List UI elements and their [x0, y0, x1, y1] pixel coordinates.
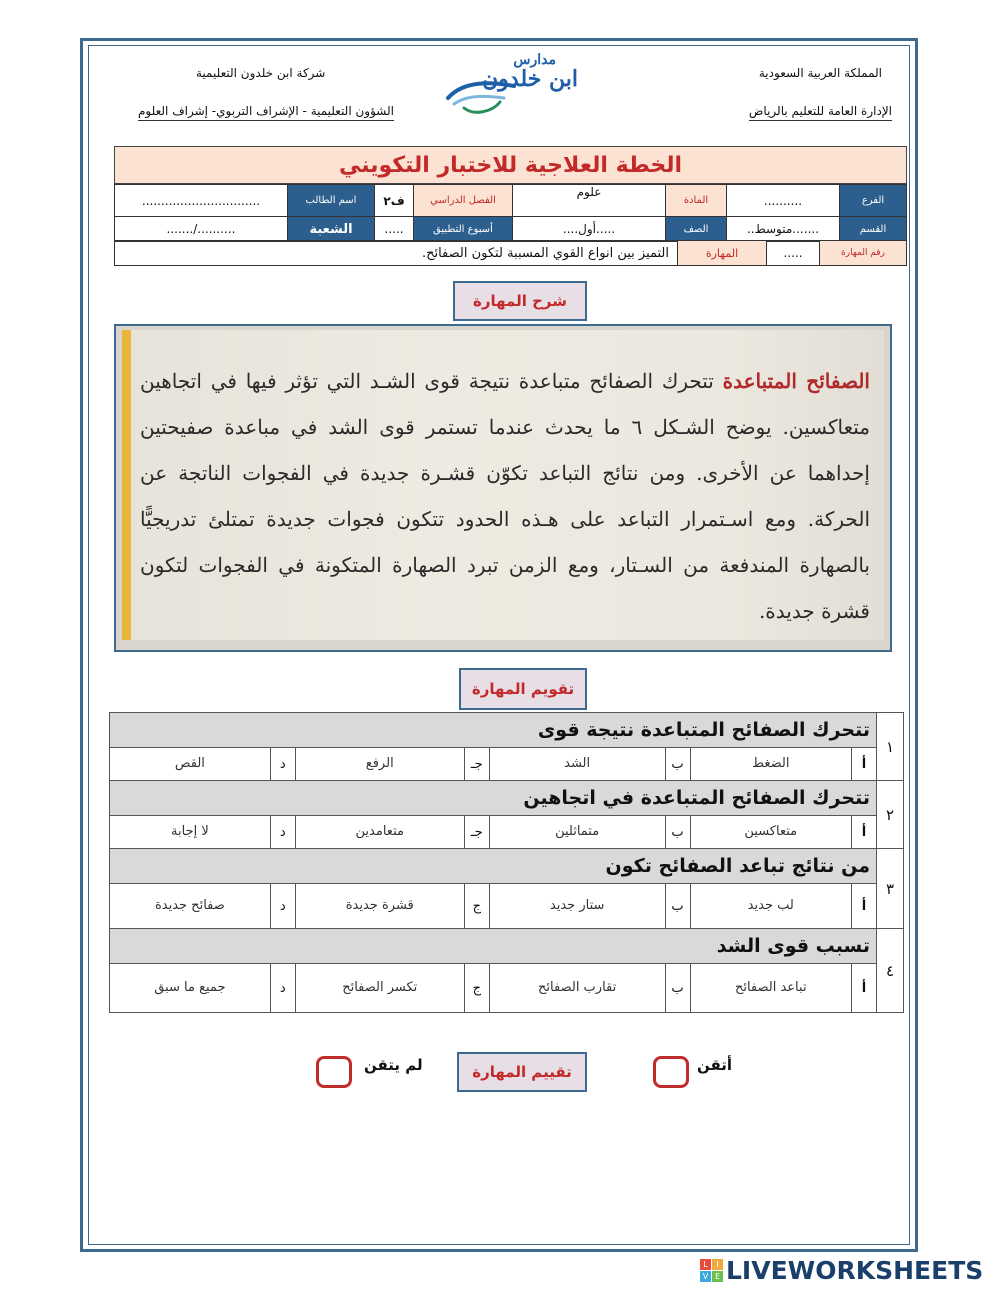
option-letter: د — [270, 748, 295, 781]
class-field[interactable]: ........../....... — [115, 217, 288, 242]
passage-heading: الصفائح المتباعدة — [722, 369, 870, 393]
liveworksheets-badge-icon — [700, 1259, 723, 1282]
grade-label: الصف — [666, 217, 727, 242]
not-mastered-checkbox[interactable] — [316, 1056, 352, 1088]
term-label: الفصل الدراسي — [414, 185, 513, 217]
subject-field[interactable]: علوم — [513, 185, 666, 217]
options-row-2 — [110, 816, 904, 849]
option-letter: ب — [665, 816, 690, 849]
option-choice[interactable]: القص — [110, 748, 271, 781]
option-letter: ب — [665, 964, 690, 1013]
question-number: ٢ — [877, 781, 904, 849]
option-choice[interactable]: لب جديد — [690, 884, 851, 929]
option-choice[interactable]: الضغط — [690, 748, 851, 781]
not-mastered-label: لم يتقن — [364, 1056, 423, 1074]
option-choice[interactable]: لا إجابة — [110, 816, 271, 849]
badge-letter: E — [712, 1271, 723, 1282]
option-choice[interactable]: صفائح جديدة — [110, 884, 271, 929]
option-letter: أ — [852, 748, 877, 781]
school-logo — [444, 52, 584, 118]
option-letter: د — [270, 816, 295, 849]
liveworksheets-brand: LIVEWORKSHEETS — [726, 1256, 984, 1285]
question-row-2 — [110, 781, 904, 816]
section-field[interactable]: .......متوسط.. — [727, 217, 840, 242]
option-letter: د — [270, 884, 295, 929]
evaluate-skill-button[interactable]: تقييم المهارة — [457, 1052, 587, 1092]
header-directorate: الإدارة العامة للتعليم بالرياض — [749, 104, 892, 121]
options-row-1 — [110, 748, 904, 781]
question-number: ١ — [877, 713, 904, 781]
liveworksheets-logo — [700, 1256, 983, 1285]
option-letter: ج — [464, 964, 489, 1013]
option-choice[interactable]: قشرة جديدة — [295, 884, 464, 929]
assess-skill-button[interactable]: تقويم المهارة — [459, 668, 587, 710]
option-letter: جـ — [464, 748, 489, 781]
question-text: تسبب قوى الشد — [110, 929, 877, 964]
question-text: من نتائج تباعد الصفائح تكون — [110, 849, 877, 884]
badge-letter: I — [712, 1259, 723, 1270]
option-letter: د — [270, 964, 295, 1013]
option-choice[interactable]: تقارب الصفائح — [489, 964, 665, 1013]
passage-text — [140, 358, 870, 634]
term-field[interactable]: ف٢ — [375, 185, 414, 217]
skill-table — [114, 240, 907, 266]
question-row-1 — [110, 713, 904, 748]
logo-swoosh-icon — [444, 72, 524, 116]
quiz-table — [109, 712, 904, 1013]
options-row-4 — [110, 964, 904, 1013]
question-number: ٤ — [877, 929, 904, 1013]
grade-field[interactable]: .....أول.... — [513, 217, 666, 242]
skill-number-field[interactable]: ..... — [767, 241, 820, 266]
section-label: القسم — [840, 217, 907, 242]
yellow-strip — [122, 330, 131, 640]
class-label: الشعبة — [288, 217, 375, 242]
badge-letter: V — [700, 1271, 711, 1282]
header-company: شركة ابن خلدون التعليمية — [196, 66, 326, 80]
student-name-field[interactable]: ............................... — [115, 185, 288, 217]
skill-label: المهارة — [678, 241, 767, 266]
option-letter: أ — [852, 964, 877, 1013]
passage-body: تتحرك الصفائح متباعدة نتيجة قوى الشـد التي تؤثر فيها في اتجاهين متعاكسين. يوضح الشـكل ٦ ما يحدث عندما تستمر قوى الشد في مباعدة صفيحتين إحداهما عن الأخرى. ومن نتائج التباعد تكوّن قشـرة جديدة في الفجوات الناتجة عن الحركة. ومع اسـتمرار التباعد على هـذه الحدود تتكون فجوات جديدة تمتلئ تدريجيًّا بالصهارة المندفعة من السـتار، ومع الزمن تبرد الصهارة المتكونة في الفجوات لتكون قشرة جديدة. — [140, 369, 870, 623]
logo-text-bottom: ابن خلدون — [482, 66, 578, 92]
question-text: تتحرك الصفائح المتباعدة نتيجة قوى — [110, 713, 877, 748]
header-department: الشؤون التعليمية - الإشراف التربوي- إشراف العلوم — [138, 104, 394, 121]
branch-label: الفرع — [840, 185, 907, 217]
option-choice[interactable]: الشد — [489, 748, 665, 781]
info-table — [114, 184, 907, 242]
options-row-3 — [110, 884, 904, 929]
option-choice[interactable]: الرفع — [295, 748, 464, 781]
option-letter: ب — [665, 748, 690, 781]
option-letter: ب — [665, 884, 690, 929]
subject-label: المادة — [666, 185, 727, 217]
header-country: المملكة العربية السعودية — [758, 66, 882, 80]
question-row-3 — [110, 849, 904, 884]
option-choice[interactable]: متعامدين — [295, 816, 464, 849]
option-choice[interactable]: تكسر الصفائح — [295, 964, 464, 1013]
question-row-4 — [110, 929, 904, 964]
badge-letter: L — [700, 1259, 711, 1270]
option-choice[interactable]: جميع ما سبق — [110, 964, 271, 1013]
explain-skill-button[interactable]: شرح المهارة — [453, 281, 587, 321]
option-choice[interactable]: متعاكسين — [690, 816, 851, 849]
option-letter: أ — [852, 884, 877, 929]
option-letter: أ — [852, 816, 877, 849]
question-number: ٣ — [877, 849, 904, 929]
passage-photo — [122, 330, 884, 640]
student-name-label: اسم الطالب — [288, 185, 375, 217]
option-choice[interactable]: متماثلين — [489, 816, 665, 849]
passage-image-box — [114, 324, 892, 652]
option-letter: ج — [464, 884, 489, 929]
question-text: تتحرك الصفائح المتباعدة في اتجاهين — [110, 781, 877, 816]
branch-field[interactable]: .......... — [727, 185, 840, 217]
mastered-label: أتقن — [697, 1056, 733, 1074]
week-field[interactable]: ..... — [375, 217, 414, 242]
page-title: الخطة العلاجية للاختبار التكويني — [114, 146, 907, 184]
option-choice[interactable]: ستار جديد — [489, 884, 665, 929]
skill-description: التميز بين انواع القوي المسببة لتكون الصفائح. — [115, 241, 678, 266]
mastered-checkbox[interactable] — [653, 1056, 689, 1088]
option-letter: جـ — [464, 816, 489, 849]
skill-number-label: رقم المهارة — [820, 241, 907, 266]
week-label: أسبوع التطبيق — [414, 217, 513, 242]
logo-text-top: مدارس — [513, 52, 556, 68]
option-choice[interactable]: تباعد الصفائح — [690, 964, 851, 1013]
